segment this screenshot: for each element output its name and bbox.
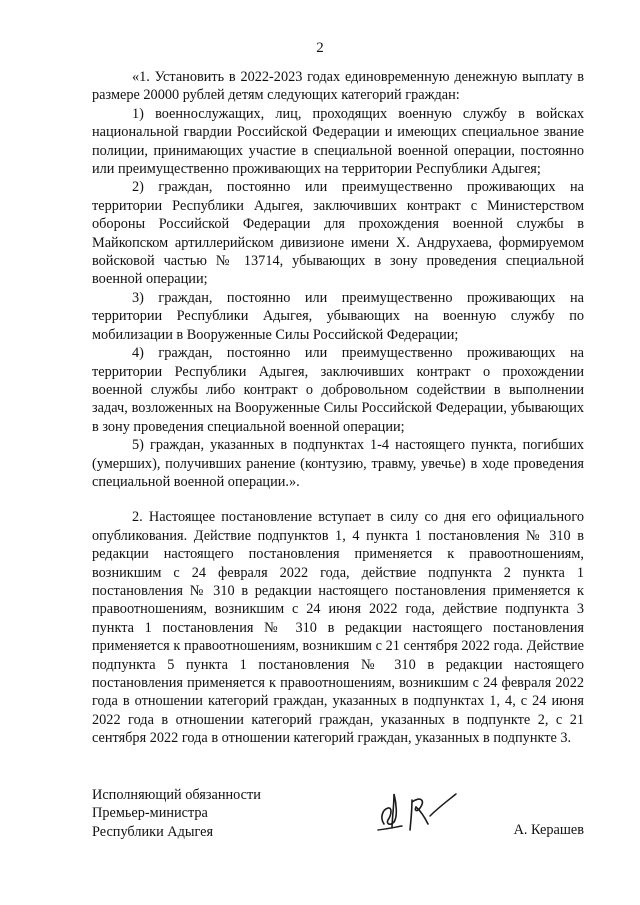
signatory-title-line-1: Исполняющий обязанности — [92, 787, 261, 803]
paragraph-subpoint-2: 2) граждан, постоянно или преимущественно проживающих на территории Республики Адыгея, заключивших контракт с Министерством обороны Российской Федерации для прохождения военной службы в Майкопском артиллерийском дивизионе имени Х. Андрухаева, формируемом войсковой частью № 13714, убывающих в зону проведения специальной военной операции; — [92, 179, 584, 288]
paragraph-point-1: «1. Установить в 2022-2023 годах единовременную денежную выплату в размере 20000 рублей детям следующих категорий граждан: — [92, 69, 584, 104]
paragraph-subpoint-4: 4) граждан, постоянно или преимущественно проживающих на территории Республики Адыгея, заключивших контракт о прохождении военной службы либо контракт о добровольном содействии в выполнении задач, возложенных на Вооруженные Силы Российской Федерации, убывающих в зону проведения специальной военной операции; — [92, 345, 584, 435]
signatory-title — [92, 786, 261, 841]
paragraph-subpoint-1: 1) военнослужащих, лиц, проходящих военную службу в войсках национальной гвардии Российской Федерации и имеющих специальное звание полиции, принимающих участие в специальной военной операции, постоянно или преимущественно проживающих на территории Республики Адыгея; — [92, 105, 584, 178]
document-body — [92, 68, 584, 748]
paragraph-subpoint-5: 5) граждан, указанных в подпунктах 1-4 настоящего пункта, погибших (умерших), получивших ранение (контузию, травму, увечье) в ходе проведения специальной военной операции.». — [92, 437, 584, 490]
signer-name: А. Керашев — [513, 822, 584, 838]
page-number: 2 — [316, 40, 324, 56]
signatory-title-line-2: Премьер-министра — [92, 805, 208, 822]
signatory-title-line-3: Республики Адыгея — [92, 823, 214, 840]
paragraph-point-2: 2. Настоящее постановление вступает в силу со дня его официального опубликования. Действие подпунктов 1, 4 пункта 1 постановления № 310 в редакции настоящего постановления применяется к правоотношениям, возникшим с 24 февраля 2022 года, действие подпункта 2 пункта 1 постановления № 310 в редакции настоящего постановления применяется к правоотношениям, возникшим с 24 июня 2022 года, действие подпункта 3 пункта 1 постановления № 310 в редакции настоящего постановления применяется к правоотношениям, возникшим с 21 сентября 2022 года. Действие подпункта 5 пункта 1 постановления № 310 в редакции настоящего постановления применяется к правоотношениям, возникшим с 24 февраля 2022 года в отношении категорий граждан, указанных в подпунктах 1, 4, с 24 июня 2022 года в отношении категорий граждан, указанных в подпункте 2, с 21 сентября 2022 года в отношении категорий граждан, указанных в подпункте 3. — [92, 509, 584, 747]
handwritten-signature — [370, 780, 465, 840]
paragraph-subpoint-3: 3) граждан, постоянно или преимущественно проживающих на территории Республики Адыгея, убывающих на военную службу по мобилизации в Вооруженные Силы Российской Федерации; — [92, 289, 584, 343]
